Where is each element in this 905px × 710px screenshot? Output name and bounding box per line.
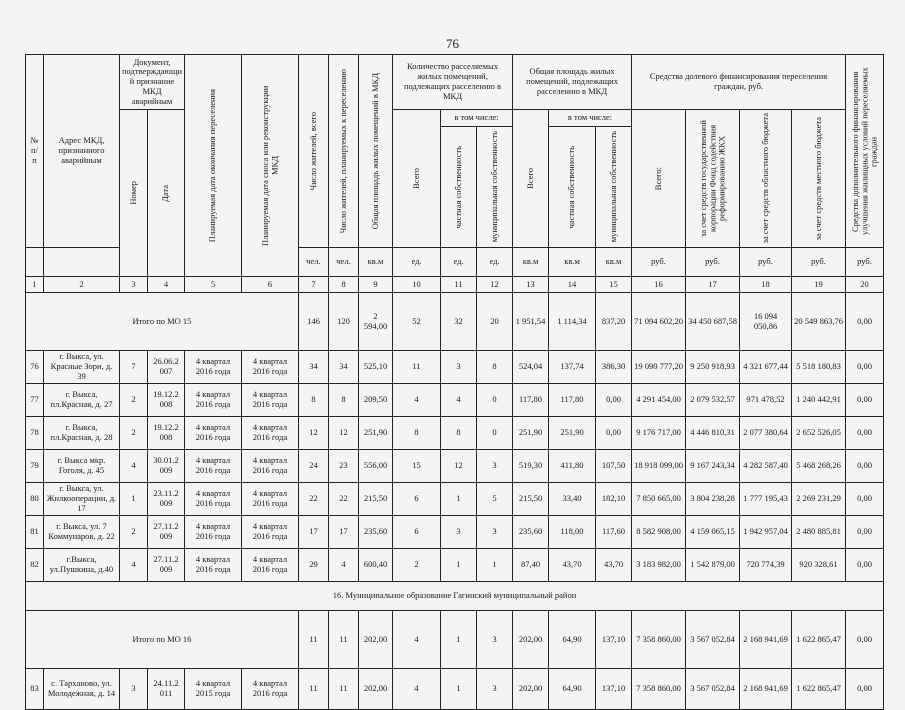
header-qty-total: Всего xyxy=(393,110,441,248)
row-value-cell: 0,00 xyxy=(596,417,632,450)
row-value-cell: 4 xyxy=(393,669,441,710)
row-value-cell: 2 079 532,57 xyxy=(686,384,740,417)
total-value-cell: 4 xyxy=(393,611,441,669)
column-number-cell: 7 xyxy=(299,277,329,293)
row-value-cell: 600,40 xyxy=(359,549,393,582)
row-value-cell: 4 282 587,40 xyxy=(740,450,792,483)
row-planned-end: 4 квартал 2016 года xyxy=(185,549,242,582)
row-value-cell: 87,40 xyxy=(513,549,549,582)
row-value-cell: 0 xyxy=(477,384,513,417)
table-row xyxy=(26,483,884,516)
total-value-cell: 71 094 602,20 xyxy=(632,293,686,351)
row-value-cell: 18 918 099,00 xyxy=(632,450,686,483)
row-doc-number: 3 xyxy=(120,669,148,710)
row-planned-demolition: 4 квартал 2016 года xyxy=(242,450,299,483)
header-funds-local: за счет средств местного бюджета xyxy=(792,110,846,248)
row-planned-demolition: 4 квартал 2016 года xyxy=(242,384,299,417)
table-row xyxy=(26,549,884,582)
row-address: г. Выкса, пл.Красная, д. 28 xyxy=(44,417,120,450)
row-planned-demolition: 4 квартал 2016 года xyxy=(242,351,299,384)
row-value-cell: 29 xyxy=(299,549,329,582)
column-number-cell: 5 xyxy=(185,277,242,293)
row-value-cell: 24 xyxy=(299,450,329,483)
table-row xyxy=(26,384,884,417)
row-planned-end: 4 квартал 2016 года xyxy=(185,450,242,483)
row-value-cell: 235,60 xyxy=(359,516,393,549)
header-area-including: в том числе: xyxy=(549,110,632,127)
header-qty-private: частная собственность xyxy=(441,127,477,248)
total-value-cell: 64,90 xyxy=(549,611,596,669)
total-value-cell: 20 xyxy=(477,293,513,351)
row-value-cell: 23 xyxy=(329,450,359,483)
row-value-cell: 0,00 xyxy=(846,417,884,450)
unit-cell-12: ед. xyxy=(477,248,513,277)
total-value-cell: 1 xyxy=(441,611,477,669)
row-value-cell: 22 xyxy=(299,483,329,516)
header-extra: Средства дополнительного финансирования улучшения жилищных условий переселяемых граждан xyxy=(846,55,884,248)
column-number-cell: 15 xyxy=(596,277,632,293)
row-value-cell: 15 xyxy=(393,450,441,483)
row-doc-date: 27.11.2 009 xyxy=(148,549,185,582)
row-value-cell: 1 777 195,43 xyxy=(740,483,792,516)
row-value-cell: 0,00 xyxy=(846,351,884,384)
unit-cell-13: кв.м xyxy=(513,248,549,277)
row-value-cell: 4 446 810,31 xyxy=(686,417,740,450)
header-planned-demolition: Планируемая дата сноса или реконструкции МКД xyxy=(242,55,299,277)
header-area-group: Общая площадь жилых помещений, подлежащих расселению в МКД xyxy=(513,55,632,110)
row-value-cell: 3 567 052,84 xyxy=(686,669,740,710)
row-value-cell: 2 652 526,05 xyxy=(792,417,846,450)
header-area-municipal: муниципальная собственность xyxy=(596,127,632,248)
row-value-cell: 0 xyxy=(477,417,513,450)
total-value-cell: 11 xyxy=(329,611,359,669)
header-address: Адрес МКД, признанного аварийным xyxy=(44,55,120,248)
row-value-cell: 3 xyxy=(441,351,477,384)
header-funds-region: за счет средств областного бюджета xyxy=(740,110,792,248)
row-value-cell: 3 xyxy=(477,669,513,710)
row-address: с. Тарханово, ул. Молодежная, д. 14 xyxy=(44,669,120,710)
row-address: г. Выкса мкр. Гоголя, д. 45 xyxy=(44,450,120,483)
column-number-cell: 6 xyxy=(242,277,299,293)
column-number-cell: 18 xyxy=(740,277,792,293)
total-value-cell: 20 549 863,76 xyxy=(792,293,846,351)
row-value-cell: 0,00 xyxy=(846,483,884,516)
row-value-cell: 43,70 xyxy=(596,549,632,582)
row-value-cell: 9 250 918,93 xyxy=(686,351,740,384)
row-value-cell: 12 xyxy=(329,417,359,450)
row-value-cell: 720 774,39 xyxy=(740,549,792,582)
row-doc-date: 19.12.2 008 xyxy=(148,417,185,450)
row-value-cell: 411,80 xyxy=(549,450,596,483)
row-address: г.Выкса, ул.Пушкина, д.40 xyxy=(44,549,120,582)
row-value-cell: 215,50 xyxy=(513,483,549,516)
unit-cell-16: руб. xyxy=(632,248,686,277)
row-value-cell: 971 478,52 xyxy=(740,384,792,417)
total-value-cell: 146 xyxy=(299,293,329,351)
unit-cell-19: руб. xyxy=(792,248,846,277)
header-residents-total: Число жителей, всего xyxy=(299,55,329,248)
row-number: 83 xyxy=(26,669,44,710)
row-planned-demolition: 4 квартал 2016 года xyxy=(242,549,299,582)
table-row xyxy=(26,516,884,549)
row-value-cell: 1 622 865,47 xyxy=(792,669,846,710)
page-number: 76 xyxy=(446,36,459,51)
row-value-cell: 2 480 885,81 xyxy=(792,516,846,549)
column-number-cell: 19 xyxy=(792,277,846,293)
row-value-cell: 5 468 268,26 xyxy=(792,450,846,483)
row-address: г. Выкса, ул. 7 Коммунаров, д. 22 xyxy=(44,516,120,549)
table-row xyxy=(26,669,884,710)
row-value-cell: 525,10 xyxy=(359,351,393,384)
row-value-cell: 5 xyxy=(477,483,513,516)
total-value-cell: 0,00 xyxy=(846,293,884,351)
table-row xyxy=(26,450,884,483)
header-funds-fund: за счет средств государственной корпорации Фонд содействия реформированию ЖКХ xyxy=(686,110,740,248)
row-value-cell: 2 077 380,64 xyxy=(740,417,792,450)
row-value-cell: 0,00 xyxy=(846,450,884,483)
row-value-cell: 0,00 xyxy=(846,516,884,549)
unit-cell-14: кв.м xyxy=(549,248,596,277)
total-value-cell: 32 xyxy=(441,293,477,351)
column-number-cell: 3 xyxy=(120,277,148,293)
table-body xyxy=(26,55,884,710)
row-value-cell: 64,90 xyxy=(549,669,596,710)
row-value-cell: 8 xyxy=(329,384,359,417)
unit-cell-8: чел. xyxy=(329,248,359,277)
row-value-cell: 5 518 180,83 xyxy=(792,351,846,384)
total-value-cell: 0,00 xyxy=(846,611,884,669)
unit-cell-17: руб. xyxy=(686,248,740,277)
column-number-cell: 11 xyxy=(441,277,477,293)
row-doc-date: 26.06.2 007 xyxy=(148,351,185,384)
header-document: Документ, подтверждающий признание МКД аварийным xyxy=(120,55,185,110)
header-doc-date: Дата xyxy=(148,110,185,277)
row-value-cell: 0,00 xyxy=(846,384,884,417)
column-number-cell: 1 xyxy=(26,277,44,293)
header-qty-group: Количество расселяемых жилых помещений, подлежащих расселению в МКД xyxy=(393,55,513,110)
row-value-cell: 4 xyxy=(329,549,359,582)
row-value-cell: 0,00 xyxy=(596,384,632,417)
column-number-cell: 4 xyxy=(148,277,185,293)
row-value-cell: 1 942 957,04 xyxy=(740,516,792,549)
row-planned-end: 4 квартал 2016 года xyxy=(185,351,242,384)
row-doc-number: 4 xyxy=(120,450,148,483)
row-value-cell: 34 xyxy=(299,351,329,384)
total-value-cell: 11 xyxy=(299,611,329,669)
row-value-cell: 3 xyxy=(441,516,477,549)
row-value-cell: 1 xyxy=(441,483,477,516)
row-value-cell: 3 183 982,00 xyxy=(632,549,686,582)
total-value-cell: 3 xyxy=(477,611,513,669)
row-value-cell: 33,40 xyxy=(549,483,596,516)
header-area-total: Всего xyxy=(513,110,549,248)
column-number-cell: 12 xyxy=(477,277,513,293)
header-residents-planned: Число жителей, планируемых к переселению xyxy=(329,55,359,248)
total-value-cell: 1 622 865,47 xyxy=(792,611,846,669)
row-value-cell: 9 167 243,34 xyxy=(686,450,740,483)
row-doc-date: 24.11.2 011 xyxy=(148,669,185,710)
total-mo-15-row xyxy=(26,293,884,351)
row-value-cell: 3 xyxy=(477,450,513,483)
row-number: 79 xyxy=(26,450,44,483)
row-value-cell: 118,00 xyxy=(549,516,596,549)
row-value-cell: 6 xyxy=(393,483,441,516)
row-value-cell: 202,00 xyxy=(513,669,549,710)
column-number-cell: 13 xyxy=(513,277,549,293)
row-value-cell: 519,30 xyxy=(513,450,549,483)
row-value-cell: 43,70 xyxy=(549,549,596,582)
unit-cell-10: ед. xyxy=(393,248,441,277)
row-value-cell: 12 xyxy=(299,417,329,450)
resettlement-table xyxy=(25,54,884,710)
row-value-cell: 251,90 xyxy=(549,417,596,450)
row-planned-demolition: 4 квартал 2016 года xyxy=(242,417,299,450)
row-planned-end: 4 квартал 2015 года xyxy=(185,669,242,710)
row-value-cell: 3 804 238,28 xyxy=(686,483,740,516)
section-row xyxy=(26,582,884,611)
row-value-cell: 137,74 xyxy=(549,351,596,384)
row-doc-date: 23.11.2 009 xyxy=(148,483,185,516)
header-qty-including: в том числе: xyxy=(441,110,513,127)
row-number: 78 xyxy=(26,417,44,450)
row-value-cell: 8 xyxy=(477,351,513,384)
table-row xyxy=(26,417,884,450)
row-planned-end: 4 квартал 2016 года xyxy=(185,516,242,549)
row-value-cell: 7 850 665,00 xyxy=(632,483,686,516)
header-funds-group: Средства долевого финансирования переселения граждан, руб. xyxy=(632,55,846,110)
total-value-cell: 7 358 860,00 xyxy=(632,611,686,669)
row-number: 77 xyxy=(26,384,44,417)
row-value-cell: 8 xyxy=(393,417,441,450)
table-row xyxy=(26,351,884,384)
total-value-cell: 2 594,00 xyxy=(359,293,393,351)
unit-cell-7: чел. xyxy=(299,248,329,277)
row-value-cell: 182,10 xyxy=(596,483,632,516)
row-value-cell: 34 xyxy=(329,351,359,384)
row-value-cell: 1 240 442,91 xyxy=(792,384,846,417)
row-value-cell: 11 xyxy=(393,351,441,384)
column-number-cell: 20 xyxy=(846,277,884,293)
column-number-cell: 14 xyxy=(549,277,596,293)
header-planned-end: Планируемая дата окончания переселения xyxy=(185,55,242,277)
total-value-cell: 2 168 941,69 xyxy=(740,611,792,669)
row-value-cell: 0,00 xyxy=(846,669,884,710)
row-value-cell: 215,50 xyxy=(359,483,393,516)
row-number: 82 xyxy=(26,549,44,582)
row-value-cell: 137,10 xyxy=(596,669,632,710)
row-number: 80 xyxy=(26,483,44,516)
total-value-cell: 1 114,34 xyxy=(549,293,596,351)
row-doc-date: 30.01.2 009 xyxy=(148,450,185,483)
row-value-cell: 11 xyxy=(329,669,359,710)
total-value-cell: 3 567 052,84 xyxy=(686,611,740,669)
header-area-private: частная собственность xyxy=(549,127,596,248)
header-total-area: Общая площадь жилых помещений в МКД xyxy=(359,55,393,248)
row-address: г. Выкса, ул. Красные Зори, д. 39 xyxy=(44,351,120,384)
row-value-cell: 4 159 065,15 xyxy=(686,516,740,549)
row-value-cell: 117,60 xyxy=(596,516,632,549)
row-doc-number: 7 xyxy=(120,351,148,384)
row-value-cell: 8 xyxy=(441,417,477,450)
row-number: 76 xyxy=(26,351,44,384)
header-num: № п/ п xyxy=(26,55,44,248)
unit-cell-15: кв.м xyxy=(596,248,632,277)
row-value-cell: 8 xyxy=(299,384,329,417)
row-planned-end: 4 квартал 2016 года xyxy=(185,384,242,417)
row-value-cell: 22 xyxy=(329,483,359,516)
row-value-cell: 107,50 xyxy=(596,450,632,483)
total-value-cell: 202,00 xyxy=(359,611,393,669)
row-value-cell: 2 168 941,69 xyxy=(740,669,792,710)
row-value-cell: 4 xyxy=(393,384,441,417)
row-value-cell: 251,90 xyxy=(513,417,549,450)
row-planned-demolition: 4 квартал 2016 года xyxy=(242,483,299,516)
unit-cell-11: ед. xyxy=(441,248,477,277)
row-value-cell: 6 xyxy=(393,516,441,549)
header-qty-municipal: муниципальная собственность xyxy=(477,127,513,248)
row-doc-number: 2 xyxy=(120,417,148,450)
total-label: Итого по МО 16 xyxy=(26,611,299,669)
column-number-cell: 16 xyxy=(632,277,686,293)
row-value-cell: 2 xyxy=(393,549,441,582)
row-value-cell: 235,60 xyxy=(513,516,549,549)
row-number: 81 xyxy=(26,516,44,549)
column-number-cell: 17 xyxy=(686,277,740,293)
row-doc-date: 27.11.2 009 xyxy=(148,516,185,549)
row-doc-date: 19.12.2 008 xyxy=(148,384,185,417)
row-value-cell: 11 xyxy=(299,669,329,710)
column-number-cell: 2 xyxy=(44,277,120,293)
row-value-cell: 1 xyxy=(441,669,477,710)
row-value-cell: 4 321 677,44 xyxy=(740,351,792,384)
row-value-cell: 386,30 xyxy=(596,351,632,384)
row-value-cell: 1 xyxy=(441,549,477,582)
section-title: 16. Муниципальное образование Гагинский муниципальный район xyxy=(26,582,884,611)
unit-cell-9: кв.м xyxy=(359,248,393,277)
row-value-cell: 556,00 xyxy=(359,450,393,483)
row-value-cell: 17 xyxy=(299,516,329,549)
total-label: Итого по МО 15 xyxy=(26,293,299,351)
unit-cell-18: руб. xyxy=(740,248,792,277)
row-planned-demolition: 4 квартал 2016 года xyxy=(242,516,299,549)
total-value-cell: 52 xyxy=(393,293,441,351)
row-value-cell: 251,90 xyxy=(359,417,393,450)
row-value-cell: 8 582 908,00 xyxy=(632,516,686,549)
row-address: г. Выкса, ул. Жилкооперации, д. 17 xyxy=(44,483,120,516)
total-value-cell: 202,00 xyxy=(513,611,549,669)
header-funds-total: Всего: xyxy=(632,110,686,248)
column-number-cell: 8 xyxy=(329,277,359,293)
header-doc-number: Номер xyxy=(120,110,148,277)
row-doc-number: 2 xyxy=(120,516,148,549)
row-value-cell: 117,80 xyxy=(549,384,596,417)
column-number-cell: 10 xyxy=(393,277,441,293)
row-value-cell: 4 xyxy=(441,384,477,417)
total-value-cell: 16 094 050,86 xyxy=(740,293,792,351)
row-address: г. Выкса, пл.Красная, д. 27 xyxy=(44,384,120,417)
total-value-cell: 120 xyxy=(329,293,359,351)
row-value-cell: 1 xyxy=(477,549,513,582)
row-value-cell: 12 xyxy=(441,450,477,483)
column-numbers-row xyxy=(26,277,884,293)
row-value-cell: 2 269 231,29 xyxy=(792,483,846,516)
row-value-cell: 202,00 xyxy=(359,669,393,710)
row-doc-number: 1 xyxy=(120,483,148,516)
row-value-cell: 19 090 777,20 xyxy=(632,351,686,384)
row-value-cell: 117,80 xyxy=(513,384,549,417)
total-value-cell: 837,20 xyxy=(596,293,632,351)
row-doc-number: 2 xyxy=(120,384,148,417)
row-planned-demolition: 4 квартал 2016 года xyxy=(242,669,299,710)
total-value-cell: 34 450 687,58 xyxy=(686,293,740,351)
row-value-cell: 524,04 xyxy=(513,351,549,384)
row-doc-number: 4 xyxy=(120,549,148,582)
row-value-cell: 17 xyxy=(329,516,359,549)
total-value-cell: 137,10 xyxy=(596,611,632,669)
row-value-cell: 3 xyxy=(477,516,513,549)
row-value-cell: 9 176 717,00 xyxy=(632,417,686,450)
row-value-cell: 209,50 xyxy=(359,384,393,417)
row-value-cell: 4 291 454,00 xyxy=(632,384,686,417)
column-number-cell: 9 xyxy=(359,277,393,293)
unit-cell-20: руб. xyxy=(846,248,884,277)
row-value-cell: 920 328,61 xyxy=(792,549,846,582)
row-planned-end: 4 квартал 2016 года xyxy=(185,417,242,450)
row-planned-end: 4 квартал 2016 года xyxy=(185,483,242,516)
row-value-cell: 7 358 860,00 xyxy=(632,669,686,710)
row-value-cell: 0,00 xyxy=(846,549,884,582)
row-value-cell: 1 542 879,00 xyxy=(686,549,740,582)
total-value-cell: 1 951,54 xyxy=(513,293,549,351)
